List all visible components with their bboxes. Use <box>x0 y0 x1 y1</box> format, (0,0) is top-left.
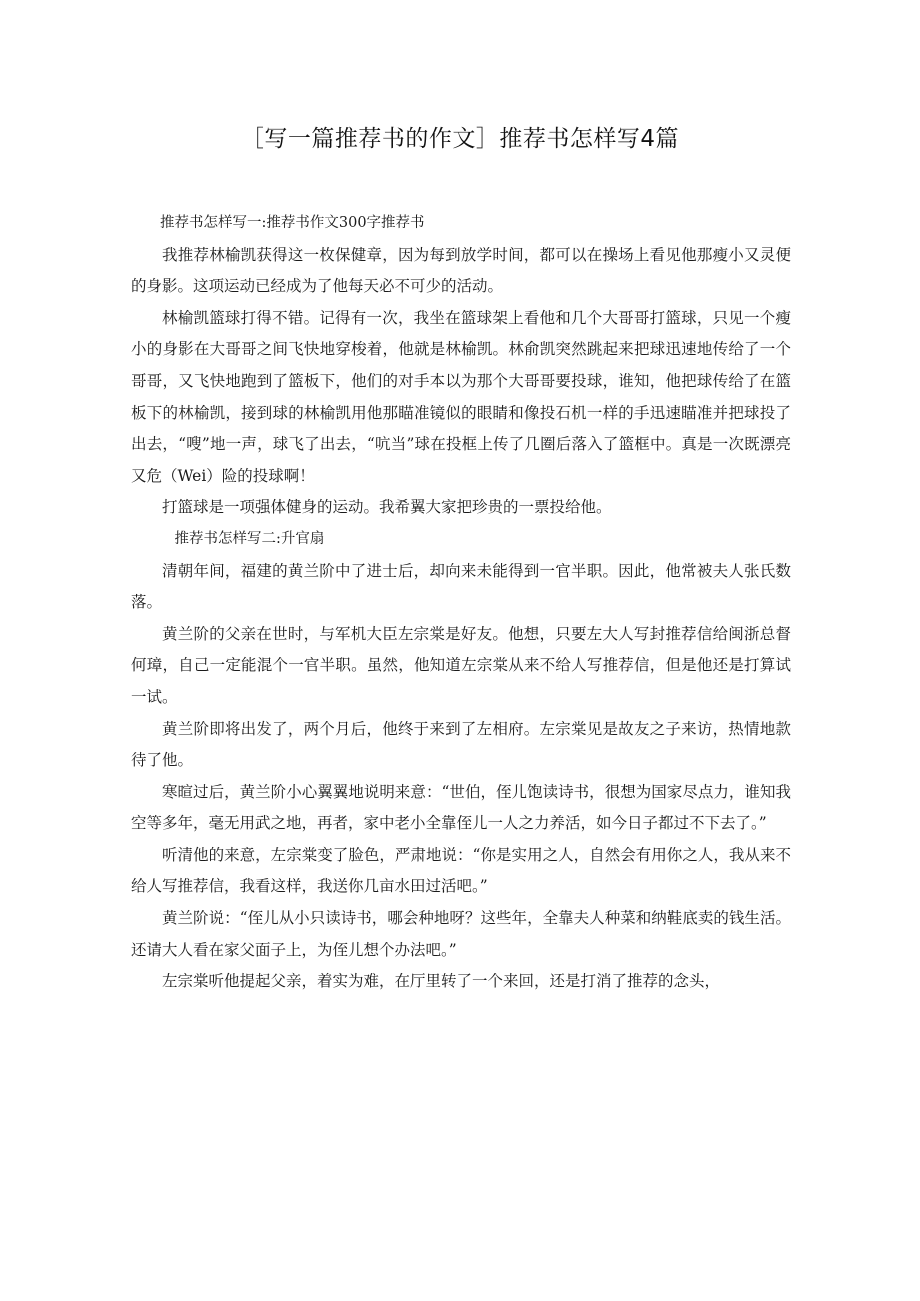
section-heading-2: 推荐书怎样写二:升官扇 <box>174 530 325 547</box>
paragraph: 林榆凯篮球打得不错。记得有一次，我坐在篮球架上看他和几个大哥哥打篮球，只见一个瘦小的身影在大哥哥之间飞快地穿梭着，他就是林榆凯。林俞凯突然跳起来把球迅速地传给了一个哥哥，又飞快地跑到了篮板下，他们的对手本以为那个大哥哥要投球，谁知，他把球传给了在篮板下的林榆凯，接到球的林榆凯用他那瞄准镜似的眼睛和像投石机一样的手迅速瞄准并把球投了出去，“嗖”地一声，球飞了出去，“吭当”球在投框上传了几圈后落入了篮框中。真是一次既漂亮又危（Wei）险的投球啊！ <box>131 308 791 485</box>
section-heading-1: 推荐书怎样写一:推荐书作文300字推荐书 <box>160 215 425 231</box>
paragraph: 打篮球是一项强体健身的运动。我希翼大家把珍贵的一票投给他。 <box>162 498 612 517</box>
paragraph: 黄兰阶说：“侄儿从小只读诗书，哪会种地呀？这些年，全靠夫人种菜和纳鞋底卖的钱生活。还请大人看在家父面子上，为侄儿想个办法吧。” <box>131 909 791 959</box>
paragraph: 听清他的来意，左宗棠变了脸色，严肃地说：“你是实用之人，自然会有用你之人，我从来不给人写推荐信，我看这样，我送你几亩水田过活吧。” <box>131 845 791 896</box>
paragraph: 左宗棠听他提起父亲，着实为难，在厅里转了一个来回，还是打消了推荐的念头， <box>162 972 721 991</box>
paragraph: 清朝年间，福建的黄兰阶中了进士后，却向来未能得到一官半职。因此，他常被夫人张氏数落。 <box>131 561 791 612</box>
document-body <box>131 208 791 998</box>
paragraph: 黄兰阶即将出发了，两个月后，他终于来到了左相府。左宗棠见是故友之子来访，热情地款待了他。 <box>131 719 791 770</box>
document-title: ［写一篇推荐书的作文］推荐书怎样写4篇 <box>240 126 680 152</box>
paragraph: 我推荐林榆凯获得这一枚保健章，因为每到放学时间，都可以在操场上看见他那瘦小又灵便的身影。这项运动已经成为了他每天必不可少的活动。 <box>131 245 791 296</box>
paragraph: 黄兰阶的父亲在世时，与军机大臣左宗棠是好友。他想，只要左大人写封推荐信给闽浙总督何璋，自己一定能混个一官半职。虽然，他知道左宗棠从来不给人写推荐信，但是他还是打算试一试。 <box>131 624 791 706</box>
paragraph: 寒暄过后，黄兰阶小心翼翼地说明来意：“世伯，侄儿饱读诗书，很想为国家尽点力，谁知我空等多年，毫无用武之地，再者，家中老小全靠侄儿一人之力养活，如今日子都过不下去了。” <box>131 782 791 833</box>
